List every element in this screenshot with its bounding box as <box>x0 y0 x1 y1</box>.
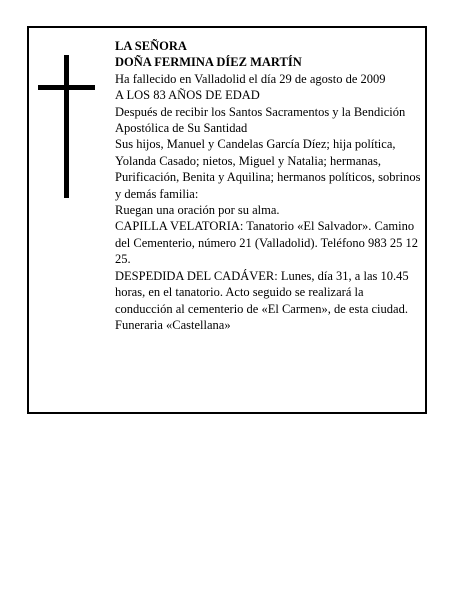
age-statement: A LOS 83 AÑOS DE EDAD <box>115 88 260 103</box>
sacraments-statement: Después de recibir los Santos Sacramentos y la Bendición Apostólica de Su Santidad <box>115 104 406 136</box>
prayer-request: Ruegan una oración por su alma. <box>115 203 280 218</box>
notice-title: LA SEÑORA <box>115 39 187 53</box>
wake-details: Tanatorio «El Salvador». Camino del Cementerio, número 21 (Valladolid). Teléfono 983 25 12 25. <box>115 219 418 267</box>
obituary-text <box>115 38 423 333</box>
wake-label: CAPILLA VELATORIA: <box>115 219 244 234</box>
deceased-name: DOÑA FERMINA DÍEZ MARTÍN <box>115 55 302 70</box>
cross-icon-arm <box>38 85 95 90</box>
cross-icon <box>64 55 69 198</box>
farewell-label: DESPEDIDA DEL CADÁVER: <box>115 268 278 283</box>
death-statement: Ha fallecido en Valladolid el día 29 de agosto de 2009 <box>115 71 386 86</box>
family-statement: Sus hijos, Manuel y Candelas García Díez; hija política, Yolanda Casado; nietos, Miguel y Natalia; hermanas, Purificación, Benita y Aquilina; hermanos políticos, sobrinos y demás familia: <box>115 137 421 201</box>
wake-info <box>115 218 423 267</box>
farewell-details: Lunes, día 31, a las 10.45 horas, en el tanatorio. Acto seguido se realizará la conducción al cementerio de «El Carmen», de esta ciudad. <box>115 268 409 316</box>
farewell-info <box>115 268 423 317</box>
funeral-home: Funeraria «Castellana» <box>115 317 231 332</box>
